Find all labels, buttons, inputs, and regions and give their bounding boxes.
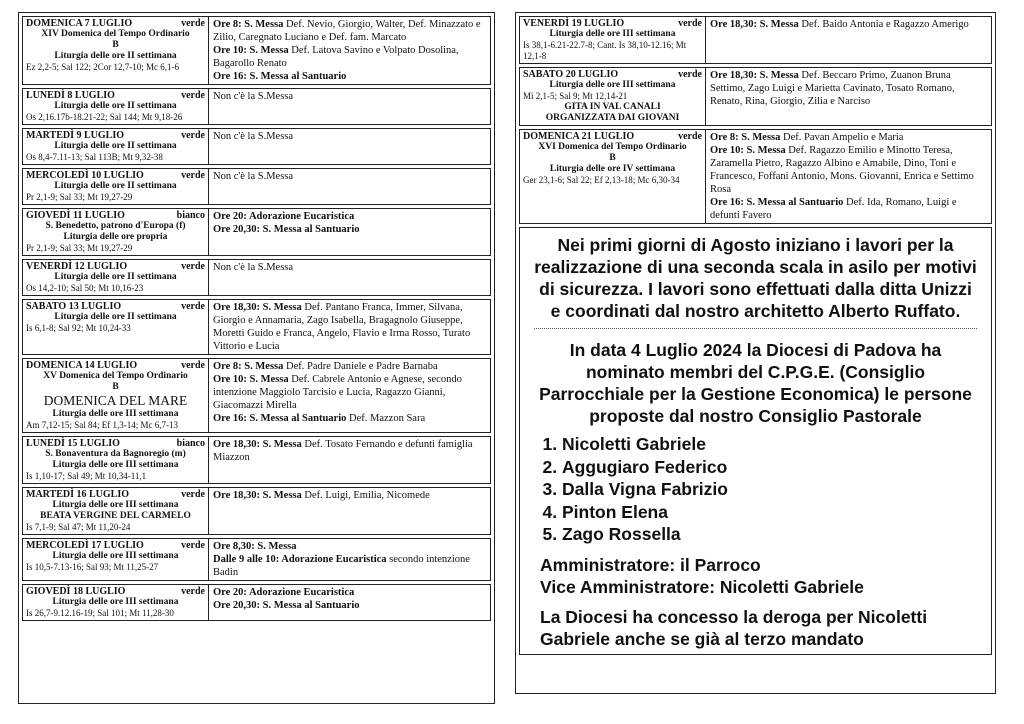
liturgy-line: S. Benedetto, patrono d'Europa (f): [45, 221, 186, 231]
event-line: ORGANIZZATA DAI GIOVANI: [545, 113, 680, 123]
mass-cell: [209, 89, 490, 124]
readings: Ger 23,1-6; Sal 22; Ef 2,13-18; Mc 6,30-34: [523, 175, 680, 185]
readings: Pr 2,1-9; Sal 33; Mt 19,27-29: [26, 192, 133, 202]
calendar-day-row: [22, 538, 491, 581]
liturgical-color: verde: [181, 360, 205, 371]
dotted-divider: [534, 328, 977, 329]
readings: Pr 2,1-9; Sal 33; Mt 19,27-29: [26, 243, 133, 253]
liturgy-cell: [23, 89, 209, 124]
readings: Os 2,16.17b-18.21-22; Sal 144; Mt 9,18-26: [26, 112, 183, 122]
mass-cell: [209, 209, 490, 255]
liturgy-line: Liturgia delle ore II settimana: [54, 141, 177, 151]
mass-entry: [710, 131, 987, 144]
liturgy-line: Liturgia delle ore III settimana: [52, 597, 179, 607]
day-header: [26, 261, 205, 272]
liturgy-line: S. Bonaventura da Bagnoregio (m): [45, 449, 186, 459]
administrator: Amministratore: il Parroco: [540, 554, 761, 575]
liturgy-line: Liturgia delle ore II settimana: [54, 101, 177, 111]
day-name: MERCOLEDÌ 17 LUGLIO: [26, 540, 144, 551]
liturgy-cell: [23, 488, 209, 534]
liturgy-line: Liturgia delle ore III settimana: [549, 80, 676, 90]
liturgy-cell: [23, 585, 209, 620]
mass-time: Ore 8: S. Messa: [710, 132, 781, 143]
day-header: [26, 360, 205, 371]
liturgy-cell: [23, 300, 209, 354]
mass-entry: [213, 360, 486, 373]
mass-intentions: Def. Ida, Romano, Luigi e defunti Favero: [710, 197, 957, 221]
mass-entry: [710, 69, 987, 108]
mass-intentions: Def. Cabrele Antonio e Agnese, secondo intenzione Maggiolo Tarcisio e Lucia, Ragazzo Gianni, Giacomazzi Mirella: [213, 374, 462, 411]
mass-cell: [209, 17, 490, 84]
day-header: [26, 489, 205, 500]
mass-time: Ore 20: Adorazione Eucaristica: [213, 211, 355, 222]
mass-cell: [209, 129, 490, 164]
mass-time: Ore 10: S. Messa: [213, 374, 289, 385]
member-item: 5. Zago Rossella: [562, 523, 977, 546]
day-name: MARTEDÌ 16 LUGLIO: [26, 489, 129, 500]
liturgy-cell: [23, 359, 209, 432]
calendar-day-row: [22, 168, 491, 205]
liturgy-line: Liturgia delle ore II settimana: [54, 51, 177, 61]
mass-time: Dalle 9 alle 10: Adorazione Eucaristica: [213, 554, 387, 565]
mass-entry: [213, 373, 486, 412]
liturgical-color: verde: [678, 69, 702, 80]
mass-time: Ore 18,30: S. Messa: [213, 439, 302, 450]
liturgy-cell: [23, 437, 209, 483]
liturgy-line: XV Domenica del Tempo Ordinario: [43, 371, 188, 381]
mass-intentions: Def. Luigi, Emilia, Nicomede: [301, 490, 430, 501]
day-header: [26, 540, 205, 551]
calendar-day-row: [22, 487, 491, 535]
liturgy-cell: [520, 68, 706, 125]
mass-intentions: Non c'è la S.Messa: [213, 171, 294, 182]
readings: Is 38,1-6.21-22.7-8; Cant. Is 38,10-12.16; Mt 12,1-8: [523, 40, 687, 61]
mass-time: Ore 8,30: S. Messa: [213, 541, 297, 552]
left-calendar-column: [18, 12, 495, 704]
mass-cell: [706, 17, 991, 63]
mass-time: Ore 18,30: S. Messa: [710, 70, 799, 81]
mass-cell: [706, 68, 991, 125]
day-name: GIOVEDÌ 18 LUGLIO: [26, 586, 126, 597]
member-item: 4. Pinton Elena: [562, 501, 977, 524]
readings: Os 14,2-10; Sal 50; Mt 10,16-23: [26, 283, 144, 293]
calendar-day-row: [22, 259, 491, 296]
mass-entry: [213, 44, 486, 70]
liturgical-color: verde: [181, 586, 205, 597]
day-name: VENERDÌ 12 LUGLIO: [26, 261, 128, 272]
notice-cpge: In data 4 Luglio 2024 la Diocesi di Padova ha nominato membri del C.P.G.E. (Consiglio Parrocchiale per la Gestione Economica) le persone proposte dal nostro Consiglio Pastorale: [539, 340, 972, 426]
mass-intentions: Non c'è la S.Messa: [213, 91, 294, 102]
mass-intentions: Non c'è la S.Messa: [213, 131, 294, 142]
liturgy-cell: [23, 260, 209, 295]
liturgical-color: verde: [181, 540, 205, 551]
mass-time: Ore 18,30: S. Messa: [213, 490, 302, 501]
day-header: [26, 586, 205, 597]
readings: Is 7,1-9; Sal 47; Mt 11,20-24: [26, 522, 131, 532]
mass-time: Ore 10: S. Messa: [213, 45, 289, 56]
mass-cell: [209, 300, 490, 354]
mass-time: Ore 20: Adorazione Eucaristica: [213, 587, 355, 598]
liturgical-color: verde: [678, 18, 702, 29]
mass-entry: [710, 196, 987, 222]
mass-intentions: Def. Padre Daniele e Padre Barnaba: [283, 361, 438, 372]
parish-notice: [519, 227, 992, 655]
mass-time: Ore 10: S. Messa: [710, 145, 786, 156]
feast-title: DOMENICA DEL MARE: [43, 393, 188, 408]
mass-entry: [213, 223, 486, 236]
day-name: SABATO 13 LUGLIO: [26, 301, 122, 312]
mass-time: Ore 8: S. Messa: [213, 361, 284, 372]
liturgy-cell: [23, 209, 209, 255]
liturgy-line: BEATA VERGINE DEL CARMELO: [40, 511, 191, 521]
mass-time: Ore 8: S. Messa: [213, 19, 284, 30]
mass-intentions: Def. Tosato Fernando e defunti famiglia Miazzon: [213, 439, 473, 463]
liturgical-color: verde: [678, 131, 702, 142]
mass-entry: [213, 301, 486, 353]
mass-entry: [213, 70, 486, 83]
liturgy-line: Liturgia delle ore II settimana: [54, 181, 177, 191]
liturgy-line: XVI Domenica del Tempo Ordinario: [538, 142, 687, 152]
liturgical-color: verde: [181, 130, 205, 141]
readings: Is 6,1-8; Sal 92; Mt 10,24-33: [26, 323, 131, 333]
mass-entry: [213, 599, 486, 612]
calendar-day-row: [519, 67, 992, 126]
mass-time: Ore 18,30: S. Messa: [710, 19, 799, 30]
notice-derogation: La Diocesi ha concesso la deroga per Nicoletti Gabriele anche se già al terzo mandato: [540, 606, 928, 649]
day-header: [523, 131, 702, 142]
liturgy-cell: [23, 17, 209, 84]
members-list: [534, 433, 977, 546]
calendar-day-row: [22, 208, 491, 256]
liturgy-line: B: [112, 40, 119, 50]
liturgy-cell: [520, 17, 706, 63]
right-calendar-rows: [519, 16, 992, 224]
liturgy-cell: [23, 129, 209, 164]
mass-time: Ore 18,30: S. Messa: [213, 302, 302, 313]
calendar-day-row: [519, 16, 992, 64]
liturgy-line: Liturgia delle ore III settimana: [52, 500, 179, 510]
mass-cell: [209, 359, 490, 432]
mass-entry: [213, 540, 486, 553]
right-column: [515, 12, 996, 694]
day-header: [523, 18, 702, 29]
calendar-day-row: [519, 129, 992, 224]
day-header: [26, 210, 205, 221]
day-name: DOMENICA 7 LUGLIO: [26, 18, 133, 29]
readings: Os 8,4-7.11-13; Sal 113B; Mt 9,32-38: [26, 152, 163, 162]
mass-time: Ore 16: S. Messa al Santuario: [213, 71, 347, 82]
day-header: [26, 170, 205, 181]
event-line: GITA IN VAL CANALI: [564, 102, 661, 112]
day-header: [523, 69, 702, 80]
mass-cell: [209, 488, 490, 534]
mass-intentions: Def. Mazzon Sara: [346, 413, 426, 424]
liturgy-line: B: [609, 153, 616, 163]
liturgical-color: verde: [181, 489, 205, 500]
liturgical-color: verde: [181, 261, 205, 272]
liturgy-cell: [23, 169, 209, 204]
readings: Is 10,5-7.13-16; Sal 93; Mt 11,25-27: [26, 562, 159, 572]
day-name: MERCOLEDÌ 10 LUGLIO: [26, 170, 144, 181]
day-header: [26, 438, 205, 449]
day-header: [26, 130, 205, 141]
liturgical-color: verde: [181, 18, 205, 29]
liturgy-line: Liturgia delle ore III settimana: [549, 29, 676, 39]
day-name: MARTEDÌ 9 LUGLIO: [26, 130, 124, 141]
calendar-day-row: [22, 436, 491, 484]
liturgy-line: Liturgia delle ore II settimana: [54, 272, 177, 282]
calendar-day-row: [22, 16, 491, 85]
mass-time: Ore 16: S. Messa al Santuario: [213, 413, 347, 424]
mass-intentions: Def. Pantano Franca, Immer, Silvana, Giorgio e Annamaria, Zago Isabella, Bragagnolo Giuseppe, Moretti Guido e Franca, Angelo, Flavio e Irma Rosso, Turato Vittorio e Lucia: [213, 302, 471, 352]
mass-entry: [213, 412, 486, 425]
mass-time: Ore 16: S. Messa al Santuario: [710, 197, 844, 208]
mass-entry: [213, 553, 486, 579]
member-item: 2. Aggugiaro Federico: [562, 456, 977, 479]
mass-entry: [710, 18, 987, 31]
member-item: 3. Dalla Vigna Fabrizio: [562, 478, 977, 501]
mass-cell: [209, 260, 490, 295]
mass-entry: [213, 18, 486, 44]
mass-entry: [213, 586, 486, 599]
mass-intentions: secondo intenzione Badin: [213, 554, 470, 578]
mass-time: Ore 20,30: S. Messa al Santuario: [213, 600, 360, 611]
liturgy-cell: [23, 539, 209, 580]
liturgy-line: Liturgia delle ore III settimana: [52, 551, 179, 561]
mass-intentions: Def. Baido Antonia e Ragazzo Amerigo: [798, 19, 969, 30]
liturgy-line: Liturgia delle ore III settimana: [52, 409, 179, 419]
liturgy-line: XIV Domenica del Tempo Ordinario: [41, 29, 190, 39]
calendar-day-row: [22, 299, 491, 355]
mass-intentions: Def. Pavan Ampelio e Maria: [780, 132, 904, 143]
mass-entry: [213, 210, 486, 223]
liturgical-color: verde: [181, 90, 205, 101]
day-header: [26, 301, 205, 312]
mass-entry: [213, 130, 486, 143]
liturgy-line: Liturgia delle ore propria: [63, 232, 168, 242]
readings: Mi 2,1-5; Sal 9; Mt 12,14-21: [523, 91, 628, 101]
day-name: SABATO 20 LUGLIO: [523, 69, 619, 80]
mass-entry: [213, 438, 486, 464]
day-name: LUNEDÌ 15 LUGLIO: [26, 438, 120, 449]
day-name: LUNEDÌ 8 LUGLIO: [26, 90, 115, 101]
calendar-day-row: [22, 128, 491, 165]
liturgy-line: B: [112, 382, 119, 392]
mass-intentions: Non c'è la S.Messa: [213, 262, 294, 273]
mass-entry: [213, 90, 486, 103]
liturgical-color: verde: [181, 301, 205, 312]
liturgy-line: Liturgia delle ore III settimana: [52, 460, 179, 470]
day-name: DOMENICA 14 LUGLIO: [26, 360, 138, 371]
mass-cell: [706, 130, 991, 223]
mass-cell: [209, 539, 490, 580]
mass-cell: [209, 169, 490, 204]
liturgy-cell: [520, 130, 706, 223]
vice-administrator: Vice Amministratore: Nicoletti Gabriele: [540, 576, 864, 597]
readings: Ez 2,2-5; Sal 122; 2Cor 12,7-10; Mc 6,1-6: [26, 62, 179, 72]
mass-entry: [213, 261, 486, 274]
mass-intentions: Def. Latova Savino e Volpato Dosolina, Bagarollo Renato: [213, 45, 459, 69]
mass-entry: [213, 489, 486, 502]
mass-time: Ore 20,30: S. Messa al Santuario: [213, 224, 360, 235]
mass-cell: [209, 585, 490, 620]
mass-cell: [209, 437, 490, 483]
day-name: DOMENICA 21 LUGLIO: [523, 131, 635, 142]
day-header: [26, 90, 205, 101]
liturgical-color: verde: [181, 170, 205, 181]
calendar-day-row: [22, 358, 491, 433]
day-name: GIOVEDÌ 11 LUGLIO: [26, 210, 125, 221]
readings: Am 7,12-15; Sal 84; Ef 1,3-14; Mc 6,7-13: [26, 420, 178, 430]
calendar-day-row: [22, 584, 491, 621]
member-item: 1. Nicoletti Gabriele: [562, 433, 977, 456]
calendar-day-row: [22, 88, 491, 125]
mass-intentions: Def. Ragazzo Emilio e Minotto Teresa, Zaramella Pietro, Ragazzo Albino e Amabile, Dino, Toni e Francesco, Foffani Antonio, Mons. Giovanni, Enrica e Settimo Rosa: [710, 145, 974, 195]
notice-works: Nei primi giorni di Agosto iniziano i lavori per la realizzazione di una seconda scala in asilo per motivi di sicurezza. I lavori sono effettuati dalla ditta Unizzi e coordinati dal nostro architetto Alberto Ruffato.: [534, 235, 977, 321]
readings: Is 26,7-9.12.16-19; Sal 101; Mt 11,28-30: [26, 608, 174, 618]
day-header: [26, 18, 205, 29]
day-name: VENERDÌ 19 LUGLIO: [523, 18, 625, 29]
mass-entry: [710, 144, 987, 196]
liturgical-color: bianco: [176, 438, 205, 449]
mass-intentions: Def. Nevio, Giorgio, Walter, Def. Minazzato e Zilio, Caregnato Luciano e Def. fam. Marcato: [213, 19, 481, 43]
readings: Is 1,10-17; Sal 49; Mt 10,34-11,1: [26, 471, 147, 481]
mass-entry: [213, 170, 486, 183]
liturgical-color: bianco: [176, 210, 205, 221]
mass-intentions: Def. Beccaro Primo, Zuanon Bruna Settimo, Zago Luigi e Marietta Cavinato, Tosato Romano, Renato, Rina, Giorgio, Zilia e Narciso: [710, 70, 955, 107]
liturgy-line: Liturgia delle ore IV settimana: [549, 164, 676, 174]
liturgy-line: Liturgia delle ore II settimana: [54, 312, 177, 322]
